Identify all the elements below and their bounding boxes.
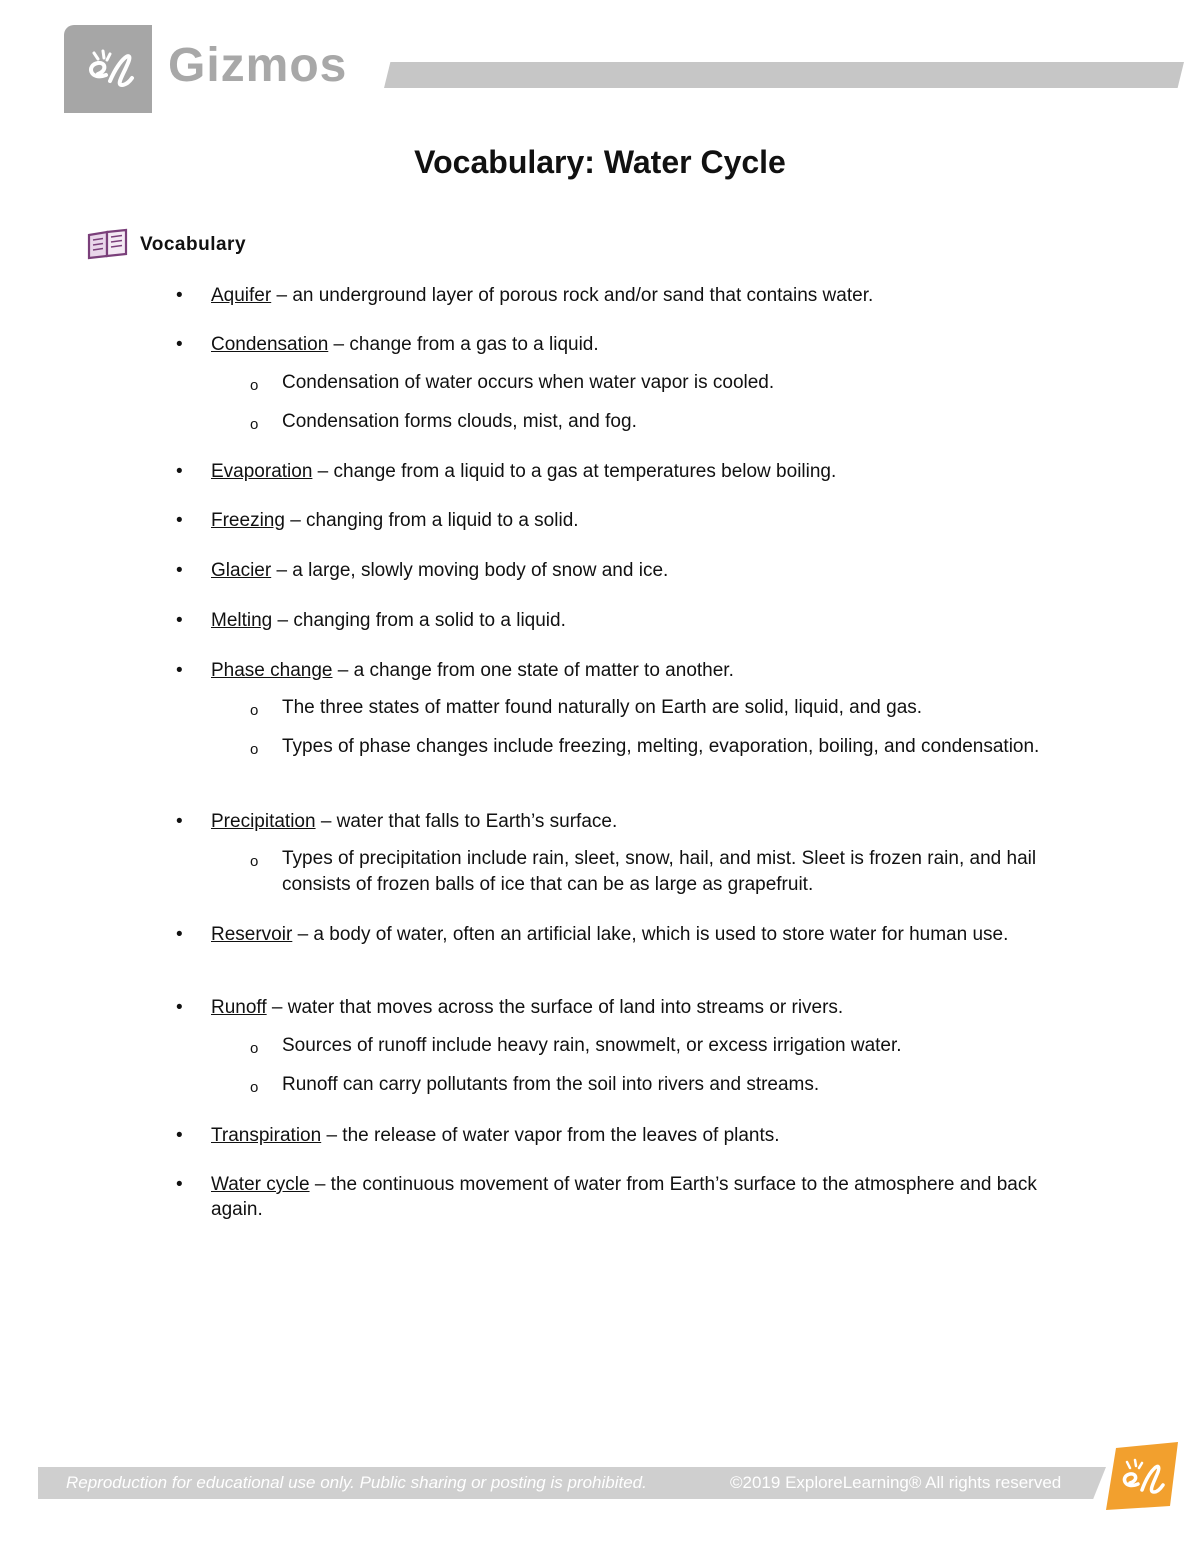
vocab-definition: – change from a liquid to a gas at temperatures below boiling. (312, 461, 837, 482)
vocab-definition: – the release of water vapor from the leaves of plants. (321, 1125, 780, 1146)
vocab-entry-text (211, 809, 1071, 834)
bullet-icon: • (176, 610, 183, 631)
bullet-icon: • (176, 461, 183, 482)
vocab-entry-text (211, 332, 1071, 357)
vocab-definition: – change from a gas to a liquid. (328, 334, 599, 355)
el-logo-icon (64, 25, 152, 113)
vocab-sub-point-text: Types of phase changes include freezing, melting, evaporation, boiling, and condensation. (282, 736, 1040, 757)
vocab-entry-text (211, 558, 1071, 583)
header-decorative-bar (384, 62, 1184, 88)
vocab-entry-text (211, 608, 1071, 633)
vocab-definition: – the continuous movement of water from Earth’s surface to the atmosphere and back again. (211, 1174, 1037, 1220)
bullet-icon: • (176, 510, 183, 531)
bullet-icon: • (176, 560, 183, 581)
vocab-entry-text (211, 1172, 1071, 1222)
vocab-entry-text (211, 658, 1071, 683)
brand-name: Gizmos (168, 39, 348, 92)
vocab-term: Aquifer (211, 285, 272, 306)
bullet-icon: • (176, 660, 183, 681)
bullet-icon: • (176, 285, 183, 306)
vocab-sub-point-text: Sources of runoff include heavy rain, snowmelt, or excess irrigation water. (282, 1035, 902, 1056)
book-icon (86, 228, 130, 260)
vocab-sub-point-text: Types of precipitation include rain, sleet, snow, hail, and mist. Sleet is frozen rain, and hail consists of frozen balls of ice that can be as large as grapefruit. (282, 848, 1037, 895)
vocab-term: Phase change (211, 660, 333, 681)
vocab-sub-point-text: The three states of matter found naturally on Earth are solid, liquid, and gas. (282, 697, 923, 718)
vocab-entry-text (211, 459, 1071, 484)
vocab-definition: – a large, slowly moving body of snow and ice. (271, 560, 669, 581)
vocab-definition: – changing from a liquid to a solid. (284, 510, 579, 531)
vocab-entry-text (211, 995, 1071, 1020)
section-label: Vocabulary (140, 234, 247, 255)
page-header (0, 0, 1200, 120)
vocab-sub-point-text: Condensation of water occurs when water vapor is cooled. (282, 372, 775, 393)
vocab-term: Melting (211, 610, 273, 631)
vocab-term: Water cycle (211, 1174, 310, 1195)
vocab-term: Evaporation (211, 461, 313, 482)
vocab-entry-text (211, 508, 1071, 533)
bullet-icon: • (176, 811, 183, 832)
vocab-sub-point-text: Runoff can carry pollutants from the soil into rivers and streams. (282, 1074, 820, 1095)
vocab-term: Transpiration (211, 1125, 322, 1146)
sub-bullet-icon: o (250, 1079, 259, 1096)
vocab-entry-text (211, 283, 1071, 308)
bullet-icon: • (176, 1174, 183, 1195)
sub-bullet-icon: o (250, 1040, 259, 1057)
sub-bullet-icon: o (250, 702, 259, 719)
bullet-icon: • (176, 924, 183, 945)
bullet-icon: • (176, 1125, 183, 1146)
vocab-term: Precipitation (211, 811, 316, 832)
vocab-definition: – an underground layer of porous rock and/or sand that contains water. (271, 285, 874, 306)
vocab-term: Glacier (211, 560, 272, 581)
vocab-term: Reservoir (211, 924, 293, 945)
vocab-definition: – water that moves across the surface of land into streams or rivers. (266, 997, 844, 1018)
page-title: Vocabulary: Water Cycle (414, 144, 786, 180)
vocab-term: Condensation (211, 334, 329, 355)
footer-notice: Reproduction for educational use only. Public sharing or posting is prohibited. (66, 1473, 647, 1492)
bullet-icon: • (176, 334, 183, 355)
vocab-term: Freezing (211, 510, 285, 531)
sub-bullet-icon: o (250, 853, 259, 870)
sub-bullet-icon: o (250, 377, 259, 394)
vocab-definition: – a change from one state of matter to another. (332, 660, 734, 681)
vocab-definition: – water that falls to Earth’s surface. (315, 811, 618, 832)
vocab-sub-point-text: Condensation forms clouds, mist, and fog. (282, 411, 637, 432)
vocab-term: Runoff (211, 997, 267, 1018)
vocab-definition: – a body of water, often an artificial lake, which is used to store water for human use. (292, 924, 1009, 945)
el-badge-icon (1102, 1440, 1182, 1512)
vocab-definition: – changing from a solid to a liquid. (272, 610, 566, 631)
sub-bullet-icon: o (250, 416, 259, 433)
bullet-icon: • (176, 997, 183, 1018)
sub-bullet-icon: o (250, 741, 259, 758)
vocab-entry-text (211, 1123, 1071, 1148)
vocab-entry-text (211, 922, 1071, 947)
footer-copyright: ©2019 ExploreLearning® All rights reserved (730, 1473, 1062, 1492)
